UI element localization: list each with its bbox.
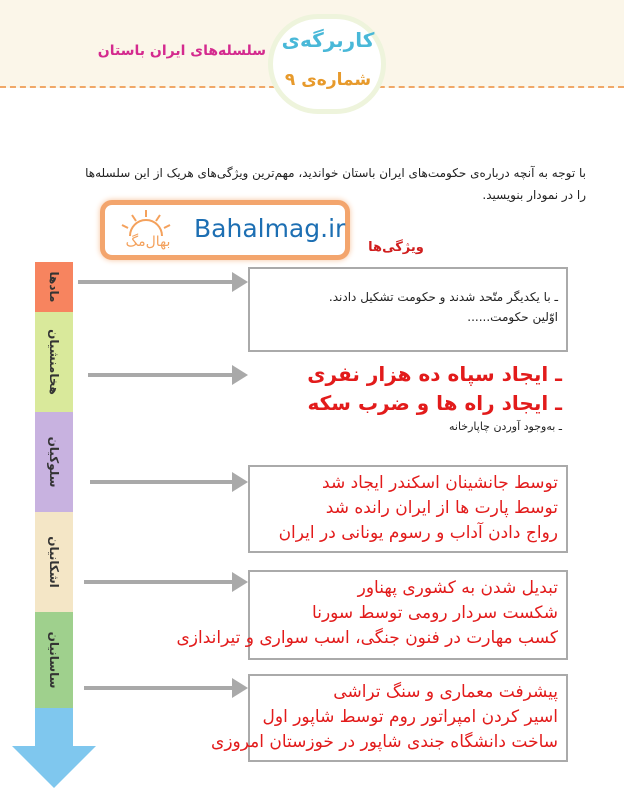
features-box-seleucid <box>248 465 568 553</box>
connector-arrow <box>88 373 234 377</box>
feature-line: ـ با یکدیگر متّحد شدند و حکومت تشکیل دادند. <box>328 290 558 304</box>
connector-arrow <box>84 686 234 690</box>
feature-line: کسب مهارت در فنون جنگی، اسب سواری و تیراندازی <box>176 628 558 648</box>
badge-number: شماره‌ی ۹ <box>284 70 372 90</box>
feature-line: توسط پارت ها از ایران رانده شد <box>325 498 558 518</box>
feature-line: اوّلین حکومت...... <box>467 310 558 324</box>
feature-line: شکست سردار رومی توسط سورنا <box>312 603 558 623</box>
logo-script: بهال‌مگ <box>125 234 171 250</box>
watermark-text: Bahalmag.ir <box>194 214 346 243</box>
band-parthian <box>35 512 73 612</box>
worksheet-title: سلسله‌های ایران باستان <box>97 43 266 59</box>
connector-arrow <box>90 480 234 484</box>
features-box-medes <box>248 267 568 352</box>
feature-line: ـ ایجاد سپاه ده هزار نفری <box>307 362 562 386</box>
band-achaemenid <box>35 312 73 412</box>
feature-line: تبدیل شدن به کشوری پهناور <box>357 578 558 598</box>
features-box-achaemenid <box>248 360 568 450</box>
feature-line: اسیر کردن امپراتور روم توسط شاپور اول <box>262 707 558 727</box>
timeline-arrow-icon <box>12 708 96 788</box>
features-label: ویژگی‌ها <box>368 240 424 255</box>
feature-line: ساخت دانشگاه جندی شاپور در خوزستان امروزی <box>211 732 558 752</box>
connector-arrow <box>78 280 234 284</box>
feature-line: رواج دادن آداب و رسوم یونانی در ایران <box>278 523 558 543</box>
connector-arrow <box>84 580 234 584</box>
dynasty-name: ساسانیان <box>47 631 61 689</box>
dynasty-name: اشکانیان <box>47 536 61 588</box>
features-box-sasanian <box>211 674 568 762</box>
feature-line: توسط جانشینان اسکندر ایجاد شد <box>322 473 558 493</box>
band-sasanian <box>35 612 73 708</box>
feature-line: ـ ایجاد راه ها و ضرب سکه <box>307 391 562 415</box>
instruction-line: را در نمودار بنویسید. <box>482 188 586 202</box>
band-seleucid <box>35 412 73 512</box>
dynasty-name: هخامنشیان <box>47 329 61 395</box>
badge-title: کاربرگه‌ی <box>281 28 375 52</box>
feature-line: پیشرفت معماری و سنگ تراشی <box>333 682 558 702</box>
dynasty-name: سلوکیان <box>47 436 61 488</box>
instruction-line: با توجه به آنچه درباره‌ی حکومت‌های ایران باستان خواندید، مهم‌ترین ویژگی‌های هریک از این سلسله‌ها <box>85 166 586 180</box>
features-box-parthian <box>176 570 568 660</box>
band-medes <box>35 262 73 312</box>
feature-line: ـ به‌وجود آوردن چاپارخانه <box>448 420 562 433</box>
sun-logo-icon <box>112 206 188 252</box>
dynasty-name: مادها <box>47 271 61 303</box>
